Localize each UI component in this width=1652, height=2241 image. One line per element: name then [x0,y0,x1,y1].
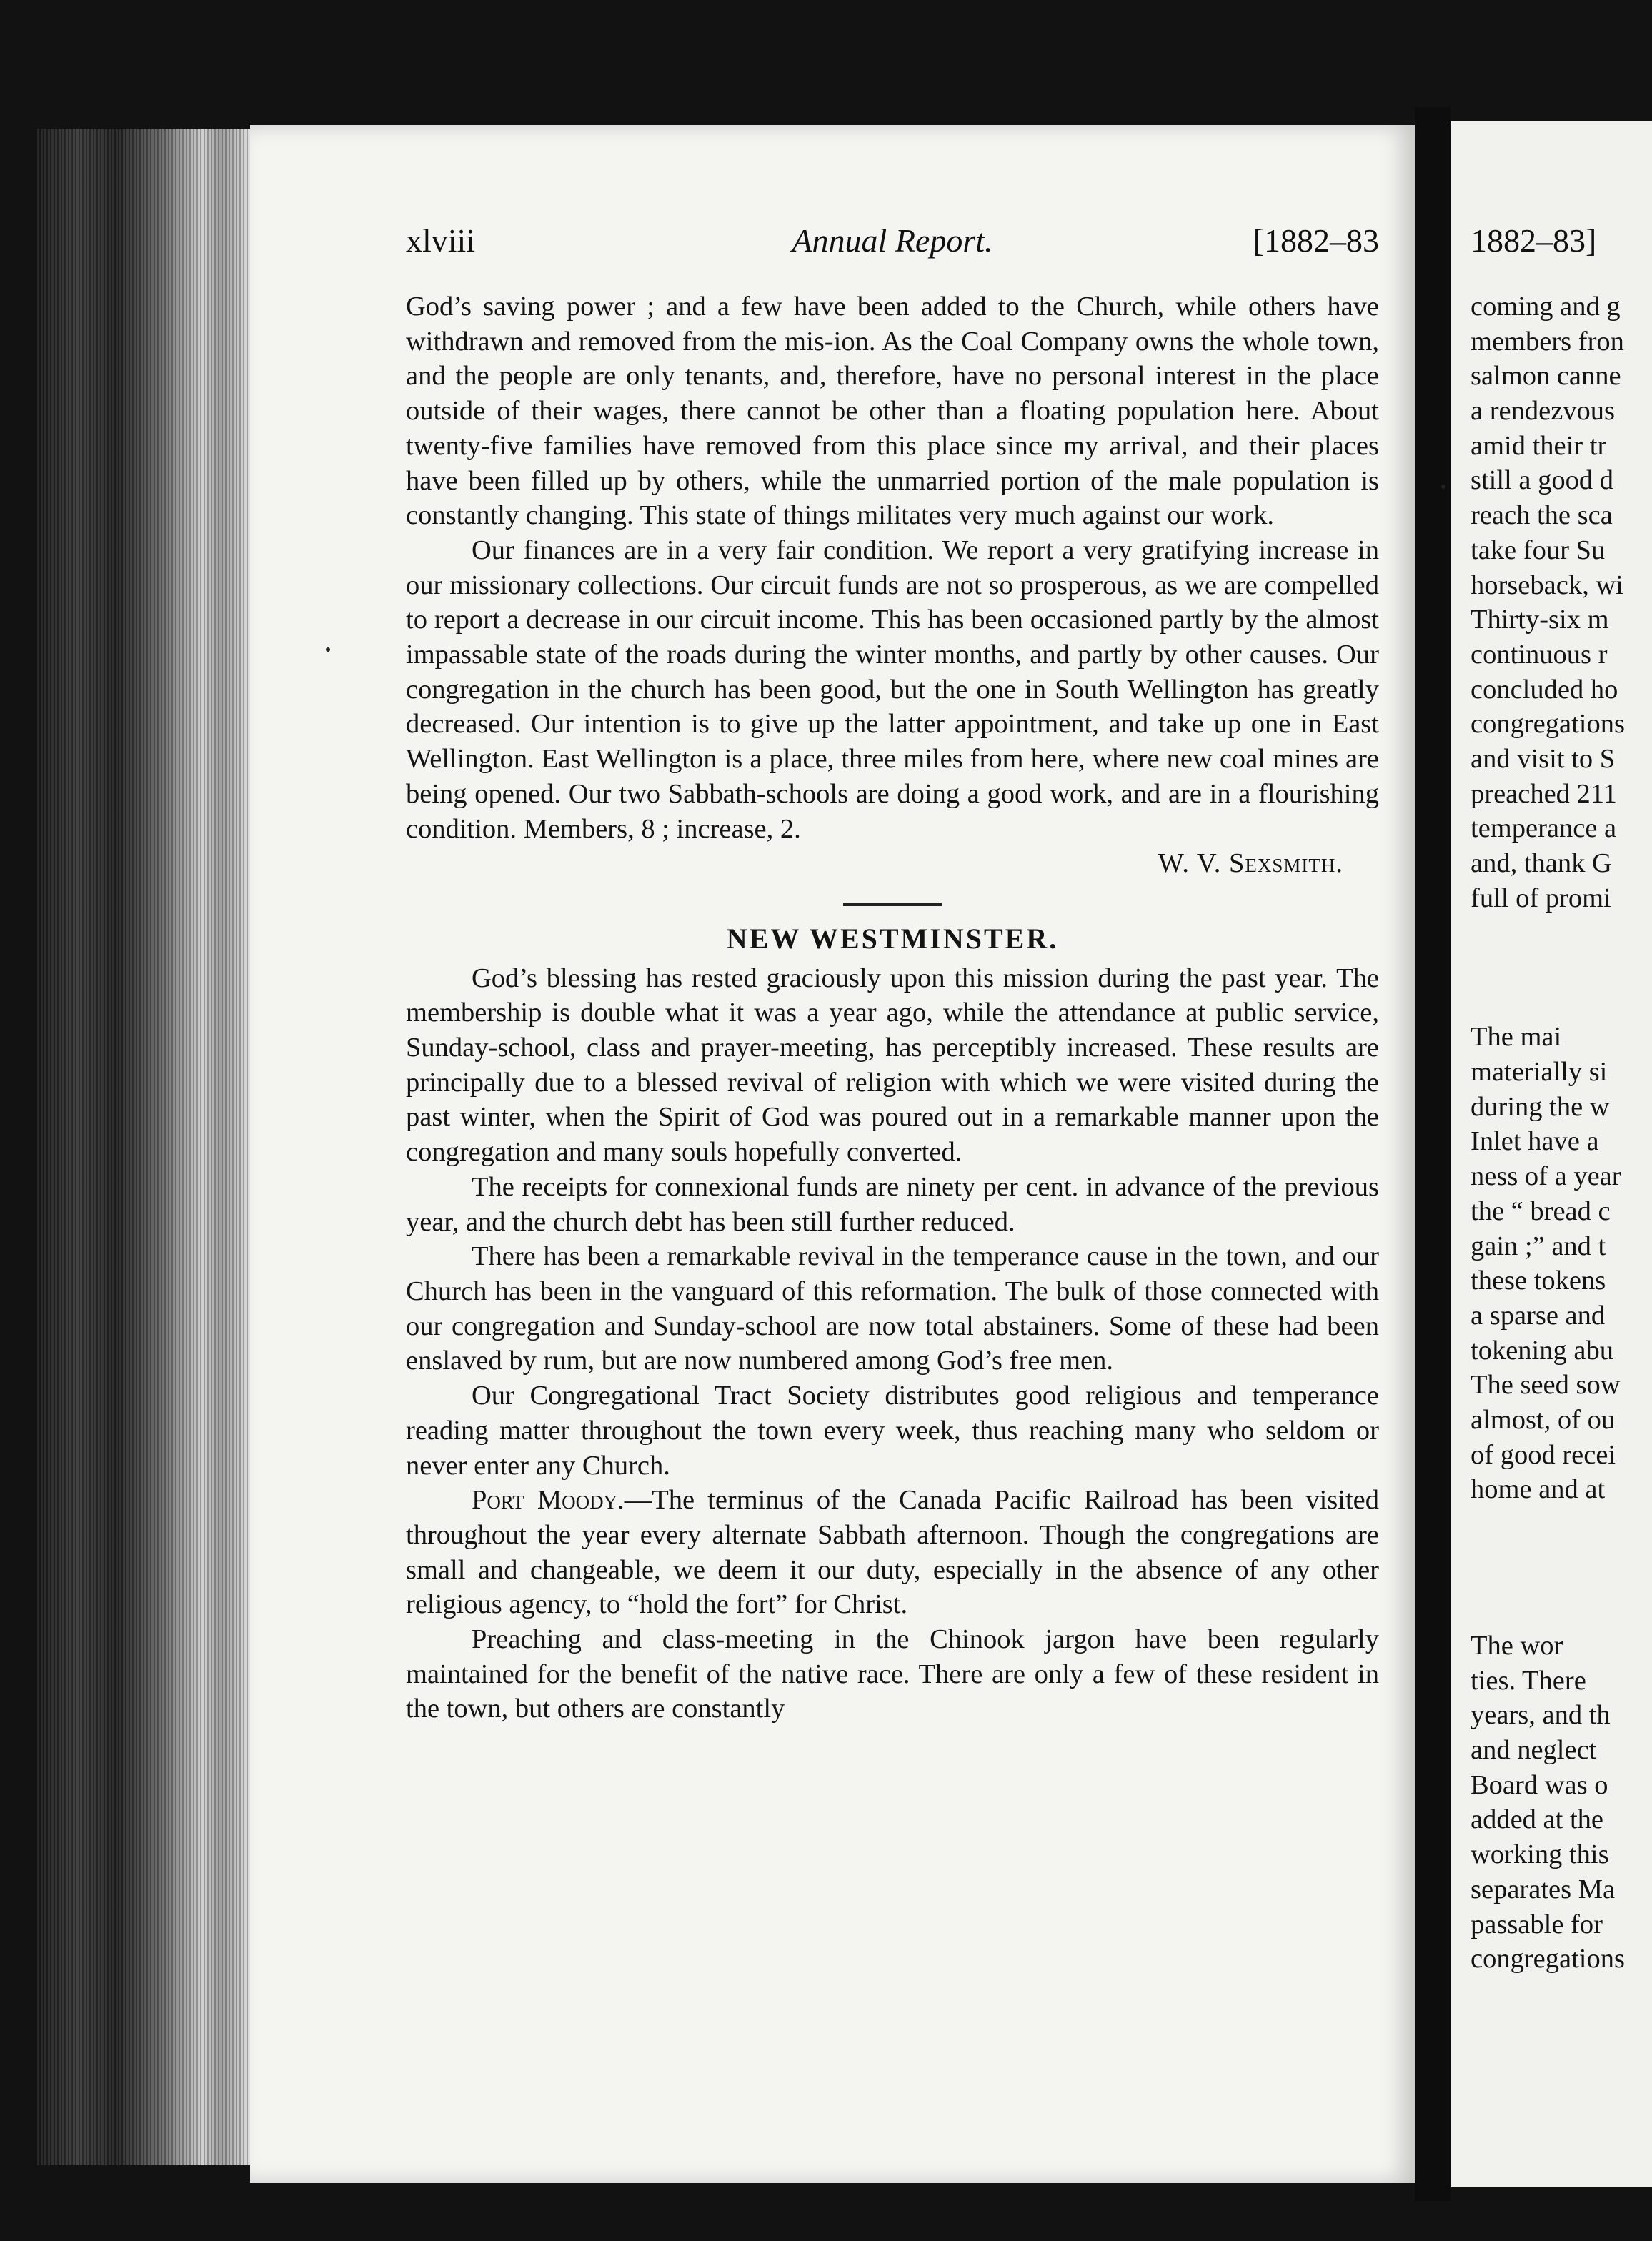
right-page-line: salmon canne [1471,361,1621,392]
right-page-line: gain ;” and t [1471,1231,1606,1261]
right-page-line: congregations [1471,1944,1625,1974]
paragraph: Preaching and class-meeting in the Chinook jargon have been regularly maintained for the benefit of the native race. There are only a few of these resident in the town, but others are constantly [406,1624,1379,1724]
right-page-line: still a good d [1471,465,1613,496]
right-page-line: these tokens [1471,1266,1606,1296]
right-page-line: and, thank G [1471,848,1612,878]
port-moody-label: Port Moody. [472,1485,625,1516]
right-page-line: home and at [1471,1474,1606,1505]
right-page-line: take four Su [1471,535,1606,565]
right-page-line: almost, of ou [1471,1404,1616,1435]
right-page-line: The wor [1471,1631,1563,1661]
right-page-line: years, and th [1471,1700,1611,1731]
right-page-line: Thirty-six m [1471,605,1609,635]
margin-mark [1441,485,1446,489]
paragraph: God’s blessing has rested graciously upon this mission during the past year. The membership is double what it was a year ago, while the attendance at public service, Sunday-school, class and prayer-meeting, has perceptibly increased. These results are principally due to a blessed revival of religion with which we were visited during the past winter, when the Spirit of God was poured out in a remarkable manner upon the congregation and many souls hopefully converted. [406,963,1379,1168]
right-page-line: of good recei [1471,1439,1616,1470]
right-page-header: 1882–83] [1471,222,1597,259]
right-page-line: a sparse and [1471,1300,1606,1331]
paragraph: Our Congregational Tract Society distributes good religious and temperance reading matter throughout the town every week, thus reaching many who seldom or never enter any Church. [406,1381,1379,1481]
paragraph [406,1483,1379,1622]
right-page-line: The mai [1471,1022,1562,1053]
right-page-line: a rendezvous [1471,396,1616,427]
paragraph: The receipts for connexional funds are ninety per cent. in advance of the previous year, and the church debt has been still further reduced. [406,1171,1379,1237]
signature: W. V. Sexsmith. [1158,848,1343,879]
right-page-line: the “ bread c [1471,1196,1611,1226]
right-page-line: materially si [1471,1057,1608,1088]
book-gutter [1415,107,1451,2201]
right-page-line: ness of a year [1471,1161,1621,1192]
right-page-line: tokening abu [1471,1335,1613,1366]
paragraph: There has been a remarkable revival in the temperance cause in the town, and our Church has been in the vanguard of this reformation. The bulk of those connected with our congregation and Sunday-school are now total abstainers. Some of these had been enslaved by rum, but are now numbered among God’s free men. [406,1241,1379,1376]
right-page-line: and neglect [1471,1735,1597,1766]
header-years: [1882–83 [1253,222,1379,259]
page-number: xlviii [406,222,476,259]
right-page-line: full of promi [1471,883,1611,913]
page-header [406,222,1379,264]
right-page-line: working this [1471,1839,1609,1870]
right-page-line: amid their tr [1471,430,1607,461]
right-page-line: added at the [1471,1804,1603,1835]
right-page-text [1471,289,1652,1977]
paragraph: Our finances are in a very fair condition. We report a very gratifying increase in our missionary collections. Our circuit funds are not so prosperous, as we are compelled to report a decrease in our circuit income. This has been occasioned partly by the almost impassable state of the roads during the winter months, and partly by other causes. Our congregation in the church has been good, but the one in South Wellington has greatly decreased. Our intention is to give up the latter appointment, and take up one in East Wellington. East Wellington is a place, three miles from here, where new coal mines are being opened. Our two Sabbath-schools are doing a good work, and are in a flourishing condition. Members, 8 ; increase, 2. [406,535,1379,844]
section-divider [843,903,942,906]
right-page-line: congregations [1471,709,1625,740]
paragraph: God’s saving power ; and a few have been added to the Church, while others have withdrawn and removed from the mis-ion. As the Coal Company owns the whole town, and the people are only tenants, and, therefore, have no personal interest in the place outside of their wages, there cannot be other than a floating population here. About twenty-five families have removed from this place since my arrival, and their places have been filled up by others, while the unmarried portion of the male population is constantly changing. This state of things militates very much against our work. [406,292,1379,531]
right-page-line: coming and g [1471,292,1621,322]
right-page-line: separates Ma [1471,1874,1616,1904]
right-page-line: and visit to S [1471,743,1616,774]
section-title: NEW WESTMINSTER. [726,922,1059,955]
left-page-text [406,289,1379,1726]
book-page-edges [36,129,250,2165]
right-page-line: Board was o [1471,1769,1608,1800]
right-page-line: temperance a [1471,813,1617,844]
right-page-line: continuous r [1471,639,1608,670]
right-page-line: reach the sca [1471,500,1613,531]
margin-mark [326,647,330,652]
right-page-line: Inlet have a [1471,1126,1599,1157]
running-title: Annual Report. [792,222,993,259]
right-page-line: preached 211 [1471,778,1617,809]
right-page-line: members fron [1471,326,1624,357]
right-page-line: The seed sow [1471,1370,1621,1401]
right-page-line: passable for [1471,1909,1603,1939]
right-page-line: horseback, wi [1471,570,1623,600]
port-moody-text: —The terminus of the Canada Pacific Railroad has been visited throughout the year every alternate Sabbath afternoon. Though the congregations are small and changeable, we deem it our duty, especially in the absence of any other religious agency, to “hold the fort” for Christ. [406,1485,1379,1620]
right-page-line: during the w [1471,1091,1610,1122]
right-page-line: concluded ho [1471,674,1618,705]
right-page-line: ties. There [1471,1665,1586,1696]
